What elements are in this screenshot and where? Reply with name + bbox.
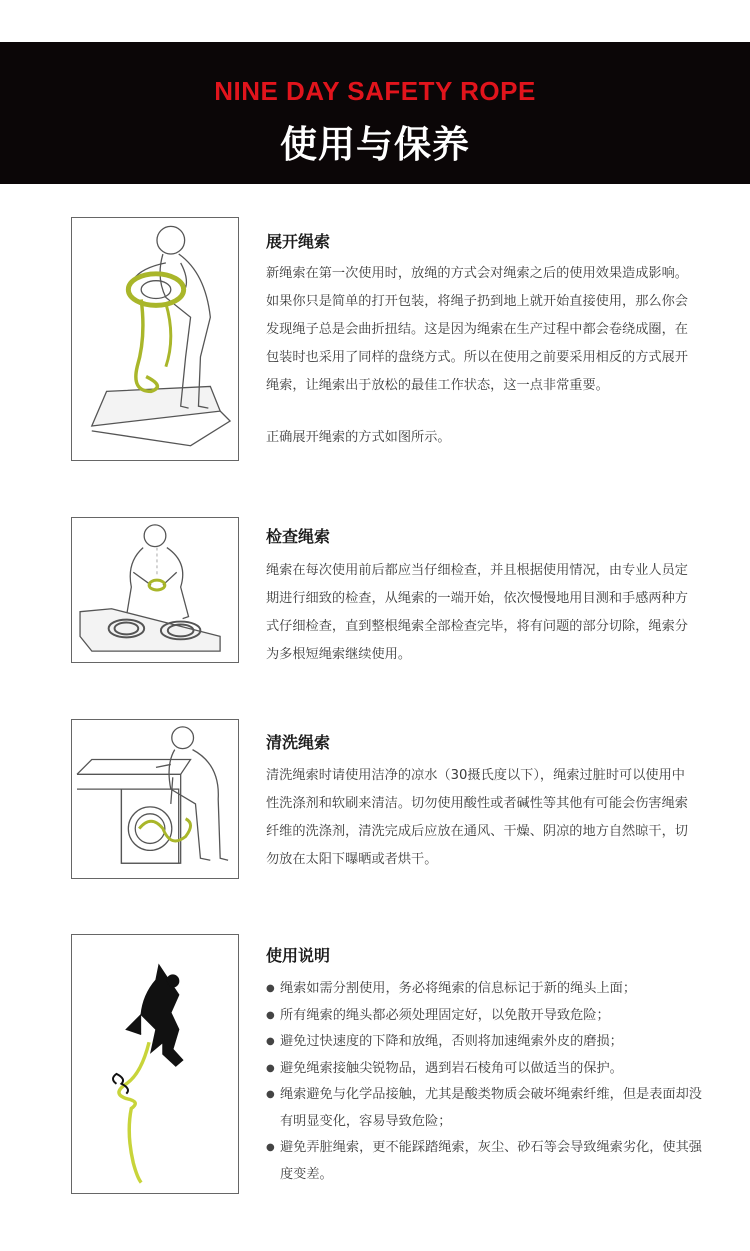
section-paragraph: 新绳索在第一次使用时，放绳的方式会对绳索之后的使用效果造成影响。如果你只是简单的打开包装，将绳子扔到地上就开始直接使用，那么你会发现绳子总是会曲折扭结。这是因为绳索在生产过程中都会卷绕成圈，在包装时也采用了同样的盘绕方式。所以在使用之前要采用相反的方式展开绳索，让绳索出于放松的最佳工作状态，这一点非常重要。 bbox=[266, 266, 688, 393]
person-inspecting-rope-illustration bbox=[71, 517, 239, 663]
list-item: ● 绳索避免与化学品接触，尤其是酸类物质会破坏绳索纤维，但是表面却没有明显变化，容易导致危险； bbox=[266, 1082, 706, 1135]
page-title: 使用与保养 bbox=[280, 123, 470, 166]
page-header bbox=[0, 42, 750, 184]
usage-notes-list bbox=[266, 976, 706, 1188]
person-uncoiling-rope-illustration bbox=[71, 217, 239, 461]
section-paragraph: 正确展开绳索的方式如图所示。 bbox=[266, 430, 451, 445]
section-title: 检查绳索 bbox=[266, 527, 331, 546]
section-title: 使用说明 bbox=[266, 946, 331, 965]
climber-on-rope-illustration bbox=[71, 934, 239, 1194]
list-item: ● 所有绳索的绳头都必须处理固定好，以免散开导致危险； bbox=[266, 1003, 706, 1030]
list-item: ● 避免过快速度的下降和放绳，否则将加速绳索外皮的磨损； bbox=[266, 1029, 706, 1056]
section-paragraph: 绳索在每次使用前后都应当仔细检查，并且根据使用情况，由专业人员定期进行细致的检查，从绳索的一端开始，依次慢慢地用目测和手感两种方式仔细检查，直到整根绳索全部检查完毕，将有问题的部分切除，绳索分为多根短绳索继续使用。 bbox=[266, 563, 688, 662]
list-item: ● 避免绳索接触尖锐物品，遇到岩石棱角可以做适当的保护。 bbox=[266, 1056, 706, 1083]
list-item: ● 避免弄脏绳索，更不能踩踏绳索，灰尘、砂石等会导致绳索劣化，使其强度变差。 bbox=[266, 1135, 706, 1188]
brand-title: NINE DAY SAFETY ROPE bbox=[214, 76, 536, 106]
section-title: 展开绳索 bbox=[266, 232, 331, 251]
person-washing-rope-illustration bbox=[71, 719, 239, 879]
section-title: 清洗绳索 bbox=[266, 733, 331, 752]
section-paragraph: 清洗绳索时请使用洁净的凉水（30摄氏度以下），绳索过脏时可以使用中性洗涤剂和软刷来清洁。切勿使用酸性或者碱性等其他有可能会伤害绳索纤维的洗涤剂，清洗完成后应放在通风、干燥、阴凉的地方自然晾干，切勿放在太阳下曝晒或者烘干。 bbox=[266, 768, 688, 867]
top-margin bbox=[0, 0, 750, 42]
list-item: ● 绳索如需分割使用，务必将绳索的信息标记于新的绳头上面； bbox=[266, 976, 706, 1003]
